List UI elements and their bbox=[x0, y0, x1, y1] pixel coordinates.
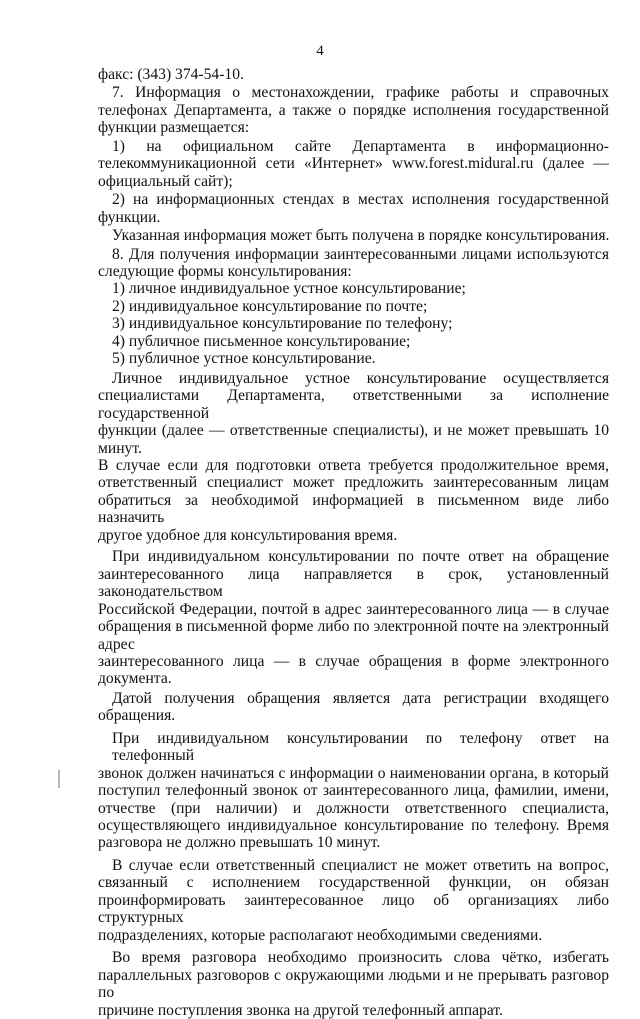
text-line: факс: (343) 374-54-10. bbox=[98, 66, 244, 83]
text-line: 3) индивидуальное консультирование по телефону; bbox=[112, 315, 453, 333]
text-line: обращения. bbox=[98, 707, 176, 725]
text-line: причине поступления звонка на другой телефонный аппарат. bbox=[98, 1001, 503, 1019]
text-line: другое удобное для консультирования время. bbox=[98, 526, 398, 544]
text-line: функции (далее — ответственные специалисты), и не может превышать 10 минут. bbox=[98, 422, 609, 457]
document-body bbox=[98, 66, 610, 1019]
text-line: следующие формы консультирования: bbox=[98, 262, 352, 280]
text-line: 1) на официальном сайте Департамента в информационно- bbox=[112, 137, 609, 155]
text-line: ответственный специалист может предложить заинтересованным лицам bbox=[98, 474, 609, 492]
text-line: заинтересованного лица направляется в срок, установленный законодательством bbox=[98, 565, 609, 601]
text-line: 1) личное индивидуальное устное консультирование; bbox=[112, 280, 466, 298]
text-line: отчестве (при наличии) и должности ответственного специалиста, bbox=[98, 799, 609, 817]
text-line: Во время разговора необходимо произносить слова чётко, избегать bbox=[112, 949, 609, 967]
text-line: Указанная информация может быть получена в порядке консультирования. bbox=[112, 227, 610, 245]
text-line: Российской Федерации, почтой в адрес заинтересованного лица — в случае bbox=[98, 600, 609, 618]
text-line: параллельных разговоров с окружающими людьми и не прерывать разговор по bbox=[98, 966, 609, 1002]
text-line: телекоммуникационной сети «Интернет» www.forest.midural.ru (далее — bbox=[98, 155, 609, 173]
text-line: разговора не должно превышать 10 минут. bbox=[98, 834, 381, 852]
text-line: звонок должен начинаться с информации о наименовании органа, в который bbox=[98, 764, 609, 782]
text-line: 2) индивидуальное консультирование по почте; bbox=[112, 297, 428, 315]
text-line: осуществляющего индивидуальное консультирование по телефону. Время bbox=[98, 817, 609, 835]
text-line: телефонах Департамента, а также о порядке исполнения государственной bbox=[98, 101, 609, 119]
text-line: 8. Для получения информации заинтересованными лицами используются bbox=[112, 245, 609, 263]
text-line: заинтересованного лица — в случае обращения в форме электронного документа. bbox=[98, 652, 609, 688]
text-line: проинформировать заинтересованное лицо об организациях либо структурных bbox=[98, 891, 609, 927]
text-line: обратиться за необходимой информацией в письменном виде либо назначить bbox=[98, 491, 609, 527]
text-line: подразделениях, которые располагают необходимыми сведениями. bbox=[98, 926, 543, 944]
text-line: В случае если для подготовки ответа требуется продолжительное время, bbox=[98, 456, 609, 474]
text-line: Личное индивидуальное устное консультирование осуществляется bbox=[112, 369, 609, 387]
text-line: 7. Информация о местонахождении, графике работы и справочных bbox=[112, 84, 609, 102]
text-line: обращения в письменной форме либо по электронной почте на электронный адрес bbox=[98, 618, 609, 653]
text-line: функции. bbox=[98, 208, 161, 226]
text-line: официальный сайт); bbox=[98, 172, 233, 190]
text-line: Датой получения обращения является дата регистрации входящего bbox=[112, 689, 609, 707]
text-line: поступил телефонный звонок от заинтересованного лица, фамилии, имени, bbox=[98, 782, 609, 800]
text-line: 5) публичное устное консультирование. bbox=[112, 350, 376, 368]
text-line: При индивидуальном консультировании по телефону ответ на телефонный bbox=[112, 729, 609, 765]
text-line: связанный с исполнением государственной функции, он обязан bbox=[98, 874, 609, 892]
text-line: В случае если ответственный специалист не может ответить на вопрос, bbox=[112, 856, 609, 874]
scan-artifact bbox=[58, 770, 60, 788]
text-line: 4) публичное письменное консультирование; bbox=[112, 332, 411, 350]
text-line: функции размещается: bbox=[98, 119, 250, 137]
text-line: специалистами Департамента, ответственными за исполнение государственной bbox=[98, 387, 609, 422]
text-line: 2) на информационных стендах в местах исполнения государственной bbox=[112, 191, 609, 209]
text-line: При индивидуальном консультировании по почте ответ на обращение bbox=[112, 548, 609, 566]
page-number: 4 bbox=[316, 43, 324, 59]
